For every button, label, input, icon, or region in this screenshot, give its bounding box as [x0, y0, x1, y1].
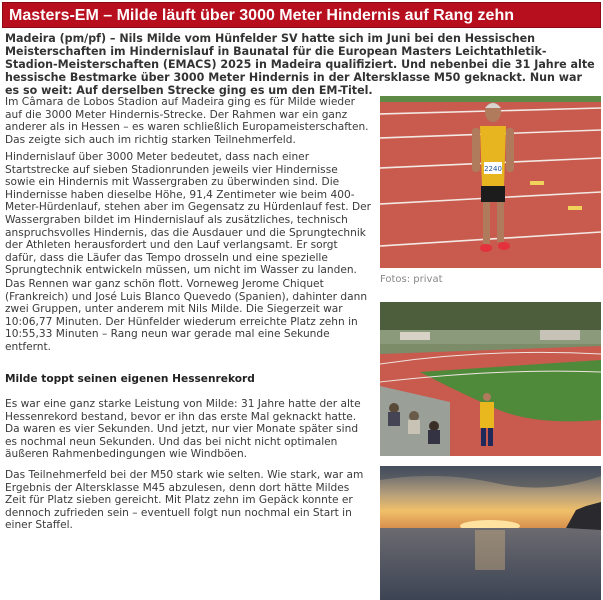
paragraph-5: Das Teilnehmerfeld bei der M50 stark wie selten. Wie stark, war am Ergebnis der Altersklasse M45 abzulesen, denn dort hätte Mildes Zeit für Platz sieben gereicht. Mit Platz zehn im Gepäck konnte er dennoch zufrieden sein – eventuell folgt nun nochmal ein Start in einer Staffel. — [5, 469, 364, 532]
article-title-bar — [2, 2, 601, 28]
bib-number: 2240 — [484, 165, 502, 173]
article-intro: Madeira (pm/pf) – Nils Milde vom Hünfelder SV hatte sich im Juni bei den Hessischen Meisterschaften im Hindernislauf in Baunatal für die European Masters Leichtathletik-Stadion-Meisterschaften (EMACS) 2025 in Madeira qualifiziert. Und nebenbei die 31 Jahre alte hessische Bestmarke über 3000 Meter Hindernis in der Altersklasse M50 geknackt. Nun war es so weit: Auf derselben Strecke ging es um den EM-Titel. — [5, 32, 595, 97]
paragraph-1: Im Câmara de Lobos Stadion auf Madeira ging es für Milde wieder auf die 3000 Meter Hindernis-Strecke. Der Rahmen war ein ganz anderer als in Hessen – es waren schließlich Europameisterschaften. Das zeigte sich auch im richtig starken Teilnehmerfeld. — [5, 96, 369, 146]
paragraph-2: Hindernislauf über 3000 Meter bedeutet, dass nach einer Startstrecke auf sieben Stadionrunden jeweils vier Hindernisse sowie ein Hindernis mit Wassergraben zu überwinden sind. Die Hindernisse haben dieselbe Höhe, 91,4 Zentimeter wie beim 400-Meter-Hürdenlauf, stehen aber im Gegensatz zu Hürdenlauf fest. Der Wassergraben bildet im Hindernislauf als zusätzliches, technisch anspruchsvolles Hindernis, das die Ausdauer und die Sprungtechnik der Athleten herausfordert und den Lauf verlangsamt. Er sorgt dafür, dass die Läufer das Tempo drosseln und eine spezielle Sprungtechnik entwickeln müssen, um nicht im Wasser zu landen. — [5, 151, 371, 277]
photo-stadium — [380, 302, 601, 456]
paragraph-4: Es war eine ganz starke Leistung von Milde: 31 Jahre hatte der alte Hessenrekord bestand, bevor er ihn das erste Mal geknackt hatte. Da waren es vier Sekunden. Und jetzt, nur vier Monate später sind es nochmal neun Sekunden. Und das bei nicht nicht optimalen äußeren Rahmenbedingungen wie Windböen. — [5, 398, 361, 461]
article-title: Masters-EM – Milde läuft über 3000 Meter Hindernis auf Rang zehn — [9, 7, 514, 24]
section-subheading: Milde toppt seinen eigenen Hessenrekord — [5, 373, 255, 385]
photo-caption: Fotos: privat — [380, 274, 443, 285]
paragraph-3: Das Rennen war ganz schön flott. Vorneweg Jerome Chiquet (Frankreich) und José Luis Blanco Quevedo (Spanien), dahinter dann zwei Gruppen, unter anderem mit Nils Milde. Die Siegerzeit war 10:06,77 Minuten. Der Hünfelder wiederum erreichte Platz zehn in 10:55,33 Minuten – Rang neun war gerade mal eine Sekunde entfernt. — [5, 278, 368, 353]
photo-athlete-on-track — [380, 96, 601, 268]
photo-sunset-sea — [380, 466, 601, 600]
